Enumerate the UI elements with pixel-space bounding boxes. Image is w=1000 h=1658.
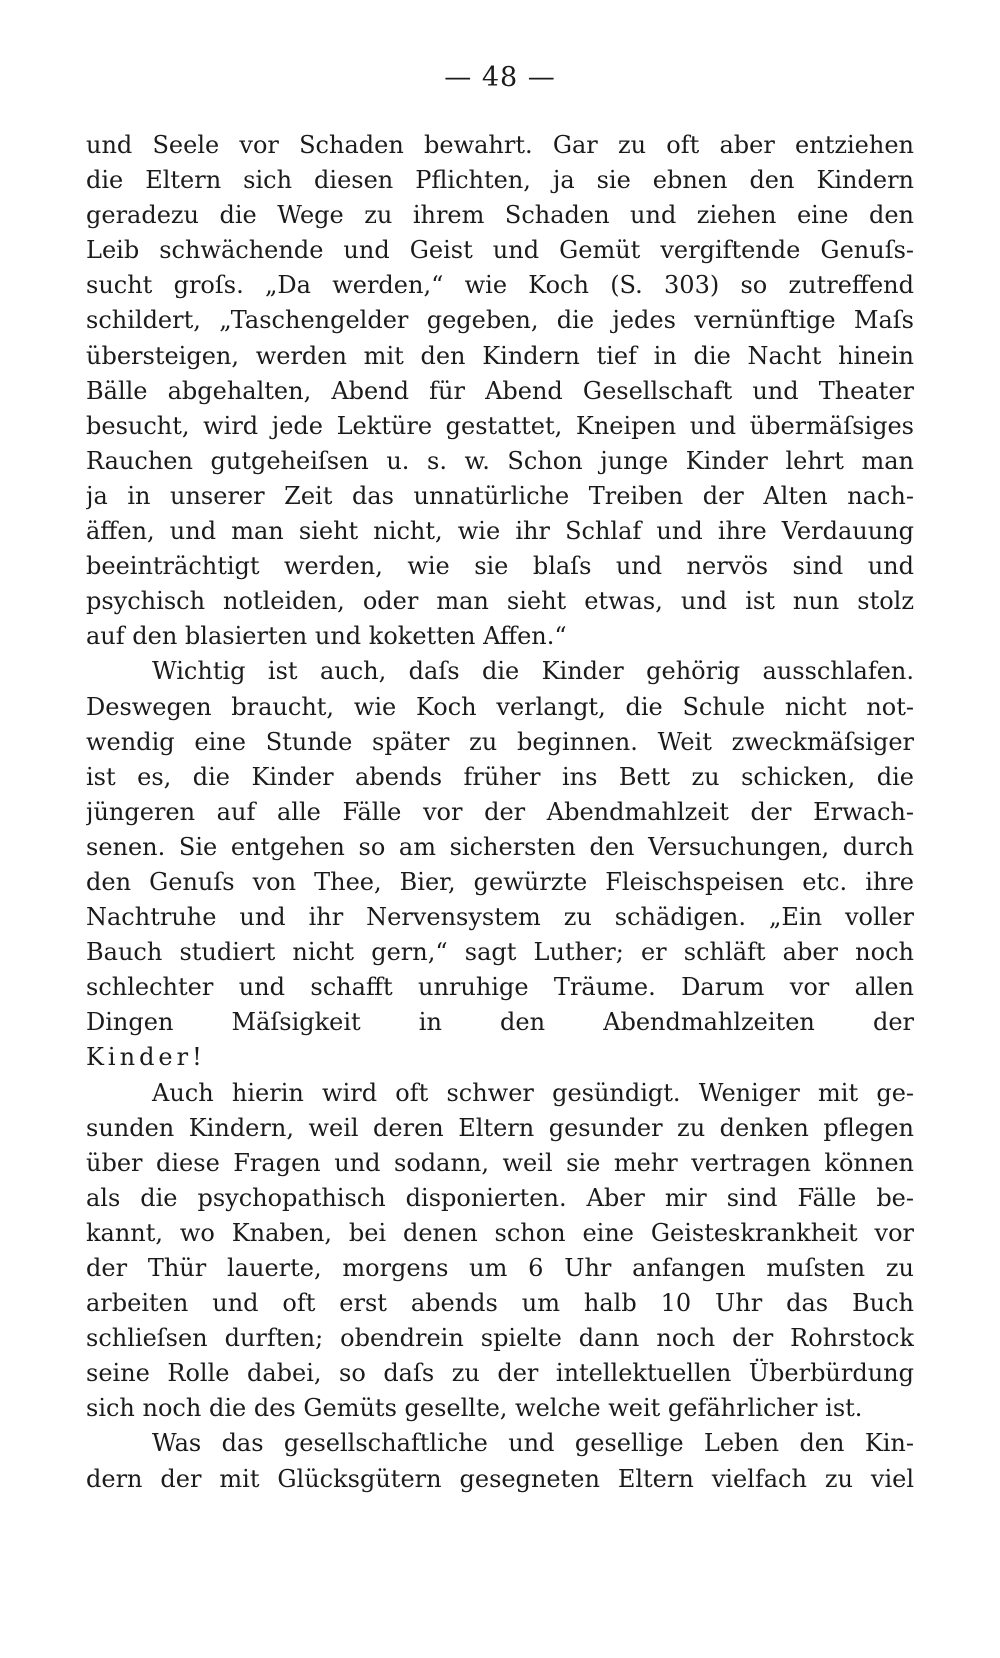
- text-line: geradezu die Wege zu ihrem Schaden und ziehen eine den: [86, 201, 914, 230]
- text-line: sucht groſs. „Da werden,“ wie Koch (S. 303) so zutreffend: [86, 271, 914, 300]
- text-line: seine Rolle dabei, so daſs zu der intellektuellen Überbürdung: [86, 1359, 914, 1388]
- text-line: Was das gesellschaftliche und gesellige Leben den Kin-: [152, 1429, 914, 1458]
- text-line: Wichtig ist auch, daſs die Kinder gehörig ausschlafen.: [152, 657, 914, 686]
- text-line: sich noch die des Gemüts gesellte, welche weit gefährlicher ist.: [86, 1394, 863, 1423]
- text-line: ja in unserer Zeit das unnatürliche Treiben der Alten nach-: [86, 481, 914, 510]
- text-line: Bälle abgehalten, Abend für Abend Gesellschaft und Theater: [86, 376, 914, 405]
- text-line: Kinder!: [86, 1043, 206, 1072]
- text-line: arbeiten und oft erst abends um halb 10 Uhr das Buch: [86, 1289, 914, 1318]
- text-line: kannt, wo Knaben, bei denen schon eine Geisteskrankheit vor: [86, 1218, 914, 1247]
- text-line: als die psychopathisch disponierten. Aber mir sind Fälle be-: [86, 1183, 914, 1212]
- text-line: wendig eine Stunde später zu beginnen. Weit zweckmäſsiger: [86, 727, 914, 756]
- text-line: senen. Sie entgehen so am sichersten den Versuchungen, durch: [86, 832, 914, 861]
- page-number: — 48 —: [444, 62, 556, 93]
- text-line: besucht, wird jede Lektüre gestattet, Kneipen und übermäſsiges: [86, 411, 914, 440]
- text-line: Rauchen gutgeheiſsen u. s. w. Schon junge Kinder lehrt man: [86, 446, 914, 475]
- text-line: über diese Fragen und sodann, weil sie mehr vertragen können: [86, 1148, 914, 1177]
- body-text: [86, 128, 914, 1497]
- text-line: dern der mit Glücksgütern gesegneten Eltern vielfach zu viel: [86, 1464, 914, 1493]
- text-line: auf den blasierten und koketten Affen.“: [86, 622, 567, 651]
- text-line: Nachtruhe und ihr Nervensystem zu schädigen. „Ein voller: [86, 903, 914, 932]
- text-line: die Eltern sich diesen Pflichten, ja sie ebnen den Kindern: [86, 166, 914, 195]
- text-line: sunden Kindern, weil deren Eltern gesunder zu denken pflegen: [86, 1113, 914, 1142]
- text-line: Deswegen braucht, wie Koch verlangt, die Schule nicht not-: [86, 692, 914, 721]
- text-line: Dingen Mäſsigkeit in den Abendmahlzeiten der: [86, 1008, 914, 1037]
- text-line: schildert, „Taschengelder gegeben, die jedes vernünftige Maſs: [86, 306, 914, 335]
- text-line: psychisch notleiden, oder man sieht etwas, und ist nun stolz: [86, 587, 914, 616]
- text-line: Bauch studiert nicht gern,“ sagt Luther; er schläft aber noch: [86, 938, 914, 967]
- text-line: ist es, die Kinder abends früher ins Bett zu schicken, die: [86, 762, 914, 791]
- text-line: beeinträchtigt werden, wie sie blaſs und nervös sind und: [86, 552, 914, 581]
- text-line: jüngeren auf alle Fälle vor der Abendmahlzeit der Erwach-: [86, 797, 914, 826]
- text-line: schlieſsen durften; obendrein spielte dann noch der Rohrstock: [86, 1324, 914, 1353]
- text-line: Leib schwächende und Geist und Gemüt vergiftende Genuſs-: [86, 236, 914, 265]
- text-line: den Genuſs von Thee, Bier, gewürzte Fleischspeisen etc. ihre: [86, 867, 914, 896]
- text-line: äffen, und man sieht nicht, wie ihr Schlaf und ihre Verdauung: [86, 517, 914, 546]
- text-line: übersteigen, werden mit den Kindern tief in die Nacht hinein: [86, 341, 914, 370]
- text-line: und Seele vor Schaden bewahrt. Gar zu oft aber entziehen: [86, 131, 914, 159]
- text-line: schlechter und schafft unruhige Träume. Darum vor allen: [86, 973, 914, 1002]
- text-line: der Thür lauerte, morgens um 6 Uhr anfangen muſsten zu: [86, 1254, 914, 1282]
- text-line: Auch hierin wird oft schwer gesündigt. Weniger mit ge-: [152, 1078, 914, 1107]
